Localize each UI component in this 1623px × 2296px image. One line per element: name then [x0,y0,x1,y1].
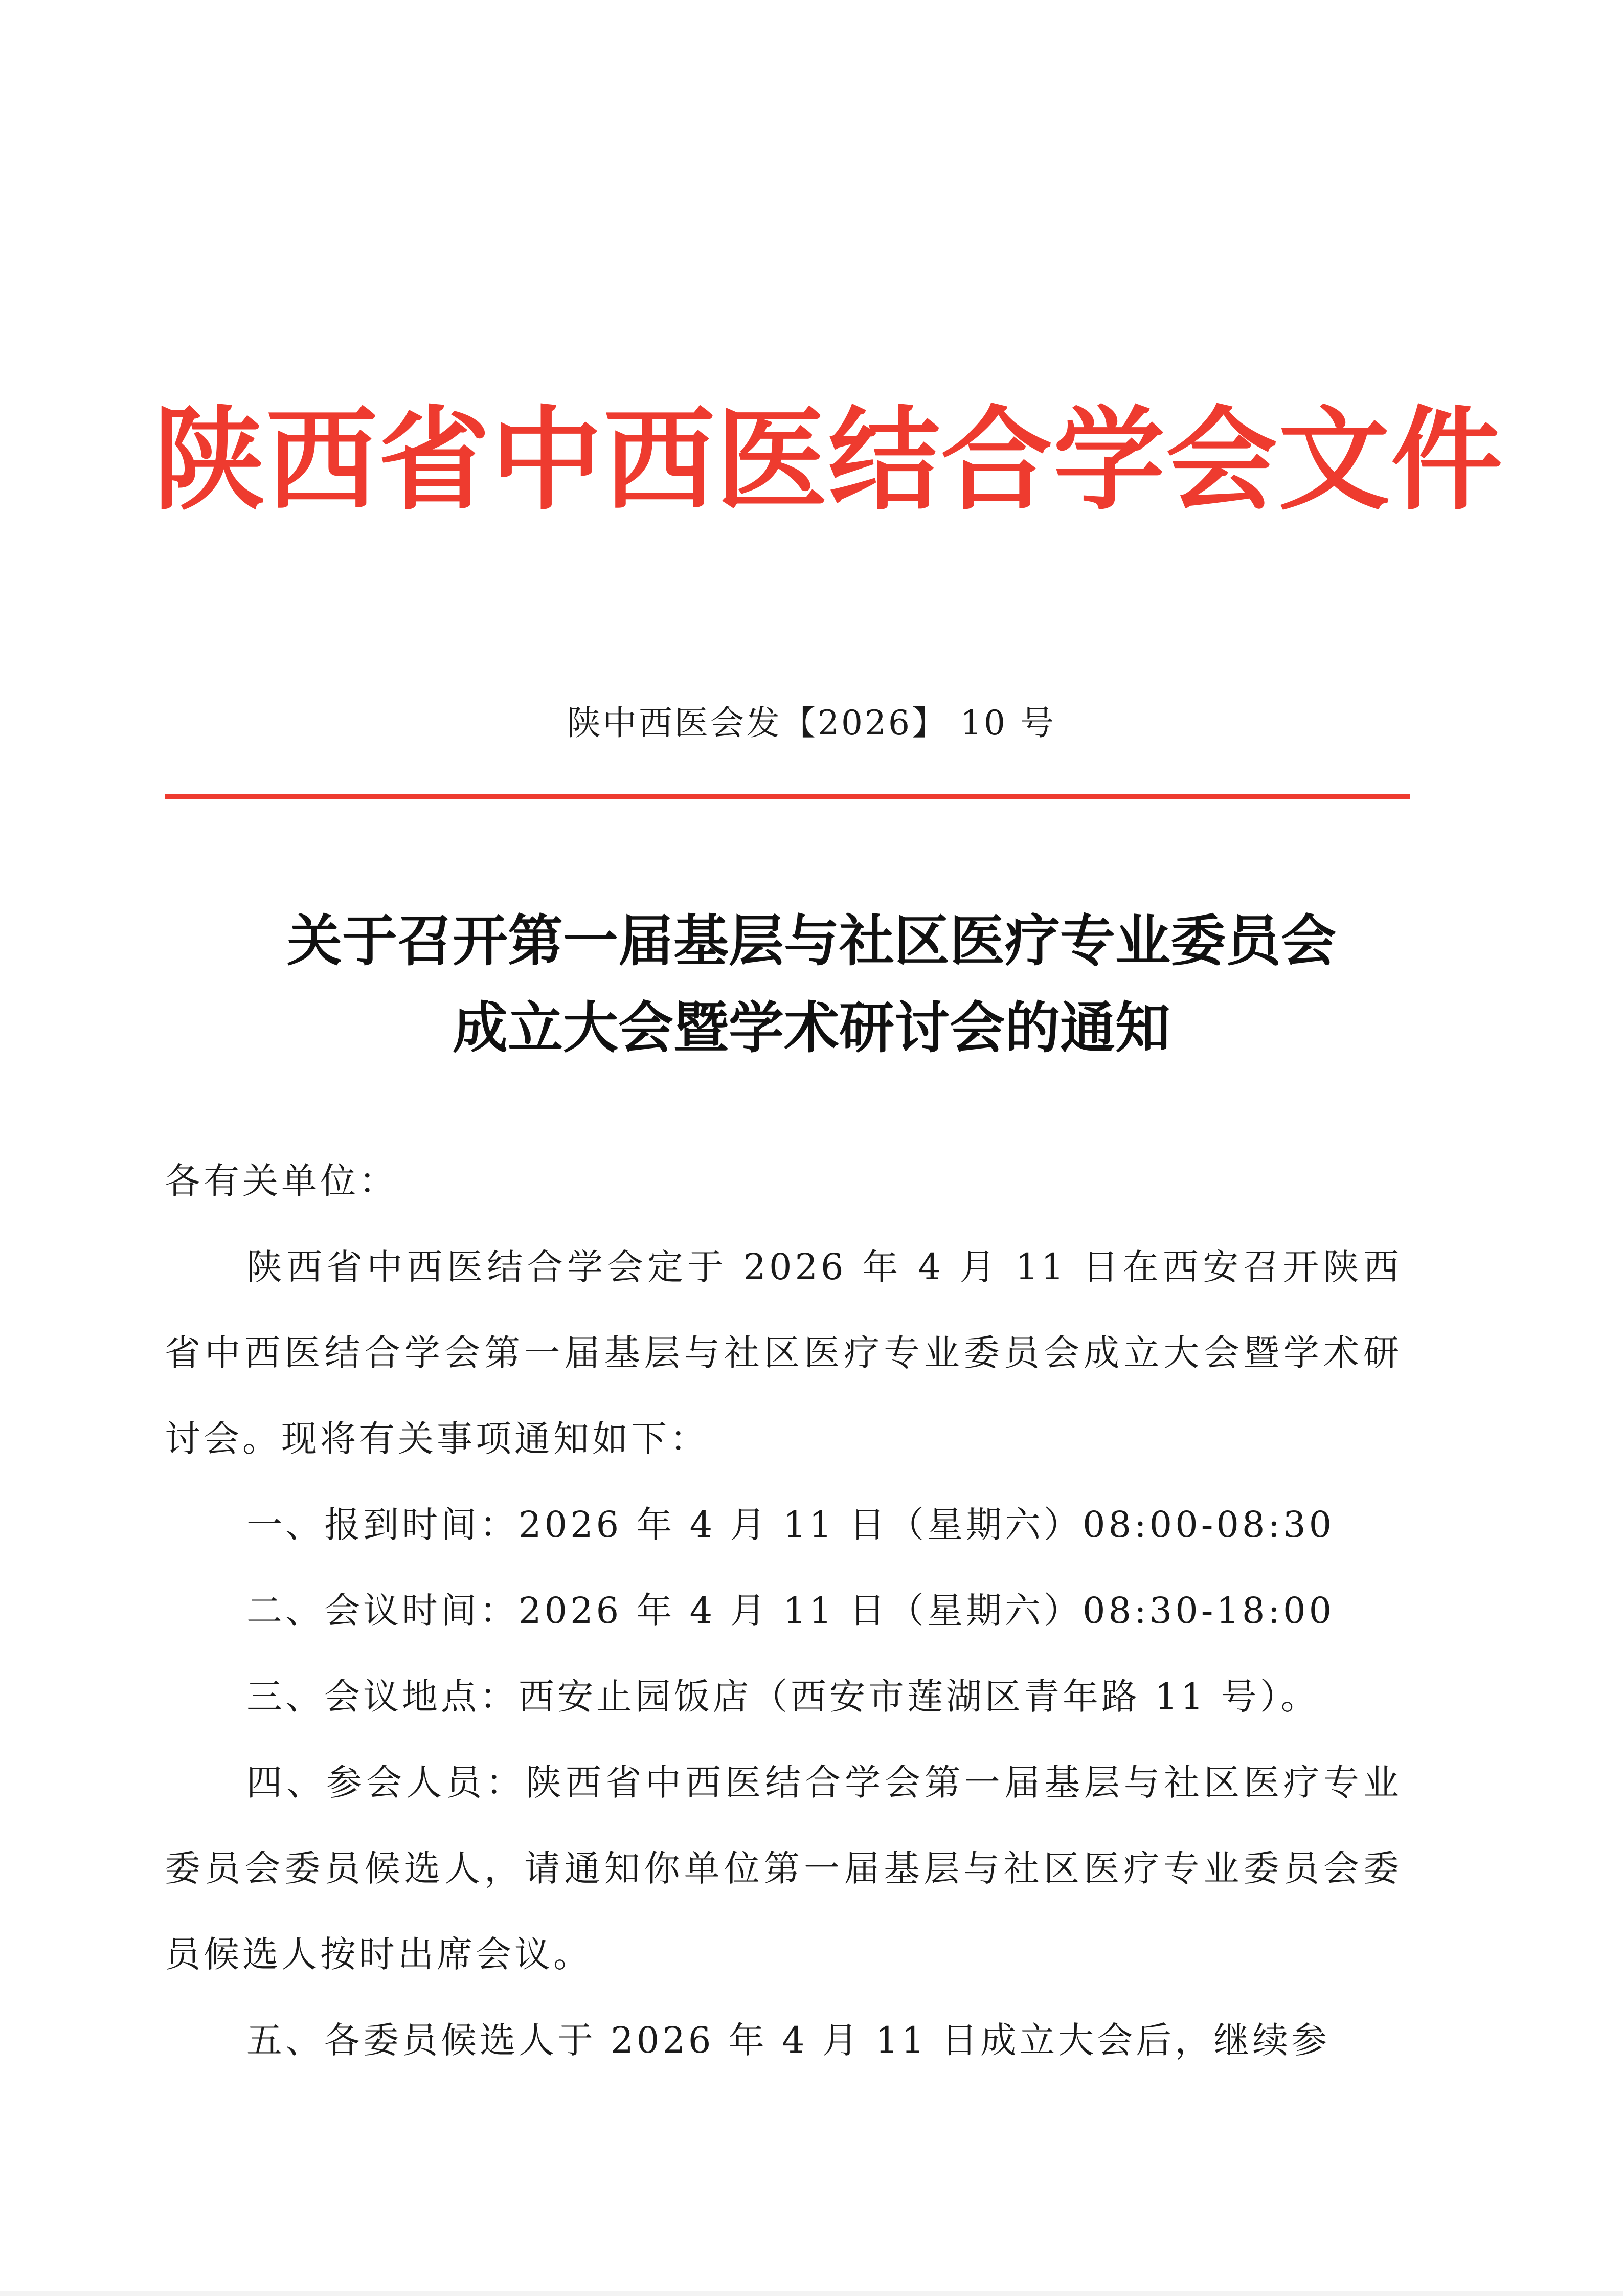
notice-title-line-1: 关于召开第一届基层与社区医疗专业委员会 [286,909,1336,973]
notice-title-line-2: 成立大会暨学术研讨会的通知 [452,996,1170,1060]
notice-title [153,898,1470,1072]
notice-body [165,1138,1402,2083]
red-divider-line [165,794,1410,799]
doc-number: 陕中西医会发【2026】 10 号 [567,703,1056,743]
item-meeting-time: 二、会议时间：2026 年 4 月 11 日（星期六）08:30-18:00 [246,1590,1335,1632]
item-attendees: 四、参会人员：陕西省中西医结合学会第一届基层与社区医疗专业委员会委员候选人，请通知你单位第一届基层与社区医疗专业委员会委员候选人按时出席会议。 [165,1762,1402,1975]
item-candidates: 五、各委员候选人于 2026 年 4 月 11 日成立大会后，继续参 [246,2019,1331,2061]
item-registration-time: 一、报到时间：2026 年 4 月 11 日（星期六）08:00-08:30 [246,1504,1335,1546]
org-header-title: 陕西省中西医结合学会文件 [153,394,1503,525]
item-meeting-venue: 三、会议地点：西安止园饭店（西安市莲湖区青年路 11 号）。 [246,1676,1320,1718]
salutation: 各有关单位： [165,1160,398,1202]
intro-paragraph: 陕西省中西医结合学会定于 2026 年 4 月 11 日在西安召开陕西省中西医结合学会第一届基层与社区医疗专业委员会成立大会暨学术研讨会。现将有关事项通知如下： [165,1246,1402,1460]
scan-bottom-edge [0,2291,1623,2296]
